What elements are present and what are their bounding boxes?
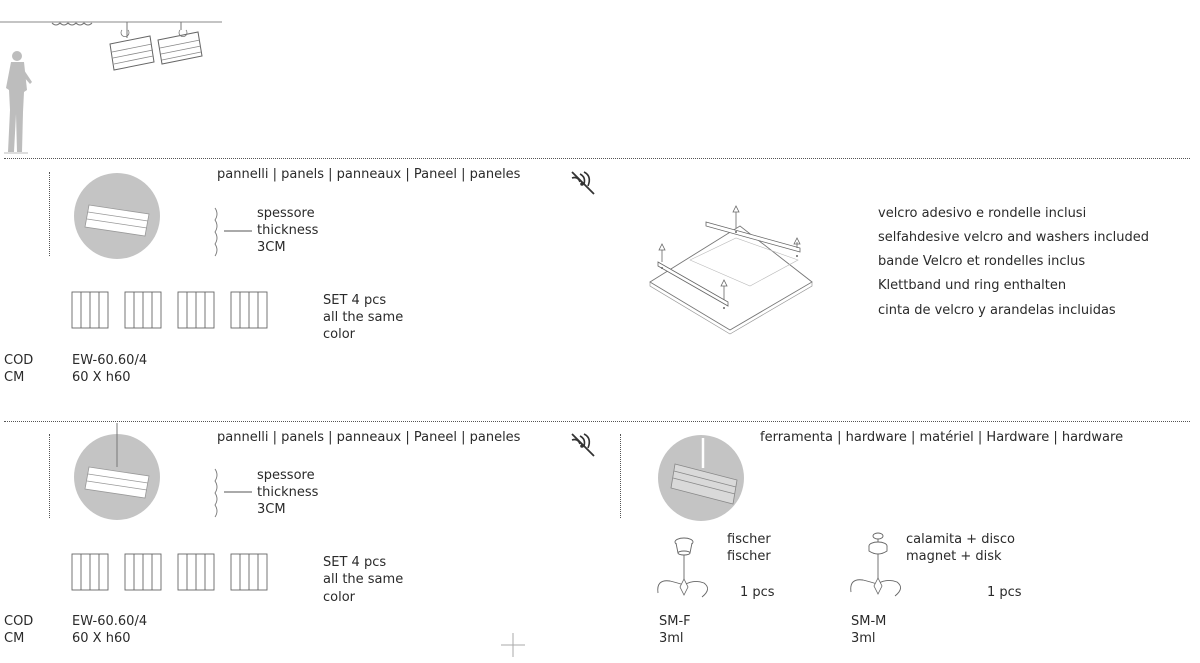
section2-panel-circle-icon <box>73 433 161 521</box>
section2-cm-value: 60 X h60 <box>72 631 131 646</box>
section1-acoustic-icon <box>568 168 600 198</box>
section2-thickness-value: 3CM <box>257 502 286 517</box>
section2-panel-set-icon <box>71 553 271 593</box>
fischer-length: 3ml <box>659 631 684 646</box>
section2-thickness-icon <box>212 467 252 519</box>
section1-cod-value: EW-60.60/4 <box>72 353 148 368</box>
section2-cod-label: COD <box>4 614 34 629</box>
section1-cod-label: COD <box>4 353 34 368</box>
section2-thickness-label-en: thickness <box>257 485 319 500</box>
section1-panel-set-icon <box>71 291 271 331</box>
section2-set-desc: all the same <box>323 572 404 587</box>
section1-set-color: color <box>323 327 356 342</box>
section2-panels-title: pannelli | panels | panneaux | Paneel | paneles <box>217 430 521 445</box>
section1-set-desc: all the same <box>323 310 404 325</box>
section1-cm-label: CM <box>4 370 25 385</box>
section2-hardware-divider <box>620 434 621 518</box>
velcro-line-de: Klettband und ring enthalten <box>878 278 1067 293</box>
hardware-title: ferramenta | hardware | matériel | Hardware | hardware <box>760 430 1124 445</box>
fischer-anchor-icon <box>652 535 716 607</box>
magnet-qty: 1 pcs <box>987 585 1022 600</box>
magnet-name-en: magnet + disk <box>906 549 1002 564</box>
section1-thickness-label-en: thickness <box>257 223 319 238</box>
section1-set-qty: SET 4 pcs <box>323 293 387 308</box>
velcro-mounting-diagram <box>640 198 820 330</box>
section1-thickness-value: 3CM <box>257 240 286 255</box>
section1-thickness-label: spessore <box>257 206 315 221</box>
section1-thickness-icon <box>212 206 252 258</box>
velcro-line-fr: bande Velcro et rondelles inclus <box>878 254 1086 269</box>
section2-set-qty: SET 4 pcs <box>323 555 387 570</box>
fischer-code: SM-F <box>659 614 691 629</box>
hardware-circle-icon <box>657 434 745 522</box>
section2-cod-value: EW-60.60/4 <box>72 614 148 629</box>
section2-set-color: color <box>323 590 356 605</box>
section1-panel-circle-icon <box>73 172 161 260</box>
velcro-line-en: selfahdesive velcro and washers included <box>878 230 1150 245</box>
section2-vertical-divider <box>49 434 50 518</box>
magnet-name-it: calamita + disco <box>906 532 1015 547</box>
ceiling-installation-illustration <box>0 0 230 160</box>
magnet-length: 3ml <box>851 631 876 646</box>
section2-thickness-label: spessore <box>257 468 315 483</box>
magnet-disk-icon <box>845 530 909 606</box>
magnet-code: SM-M <box>851 614 887 629</box>
section1-panels-title: pannelli | panels | panneaux | Paneel | paneles <box>217 167 521 182</box>
plus-icon <box>499 631 527 659</box>
velcro-line-es: cinta de velcro y arandelas incluidas <box>878 303 1116 318</box>
velcro-line-it: velcro adesivo e rondelle inclusi <box>878 206 1087 221</box>
section1-vertical-divider <box>49 172 50 256</box>
fischer-name-it: fischer <box>727 532 771 547</box>
section1-cm-value: 60 X h60 <box>72 370 131 385</box>
divider-top <box>4 158 1190 159</box>
fischer-name-en: fischer <box>727 549 771 564</box>
fischer-qty: 1 pcs <box>740 585 775 600</box>
section2-acoustic-icon <box>568 430 600 460</box>
divider-middle <box>4 421 1190 422</box>
section2-cm-label: CM <box>4 631 25 646</box>
